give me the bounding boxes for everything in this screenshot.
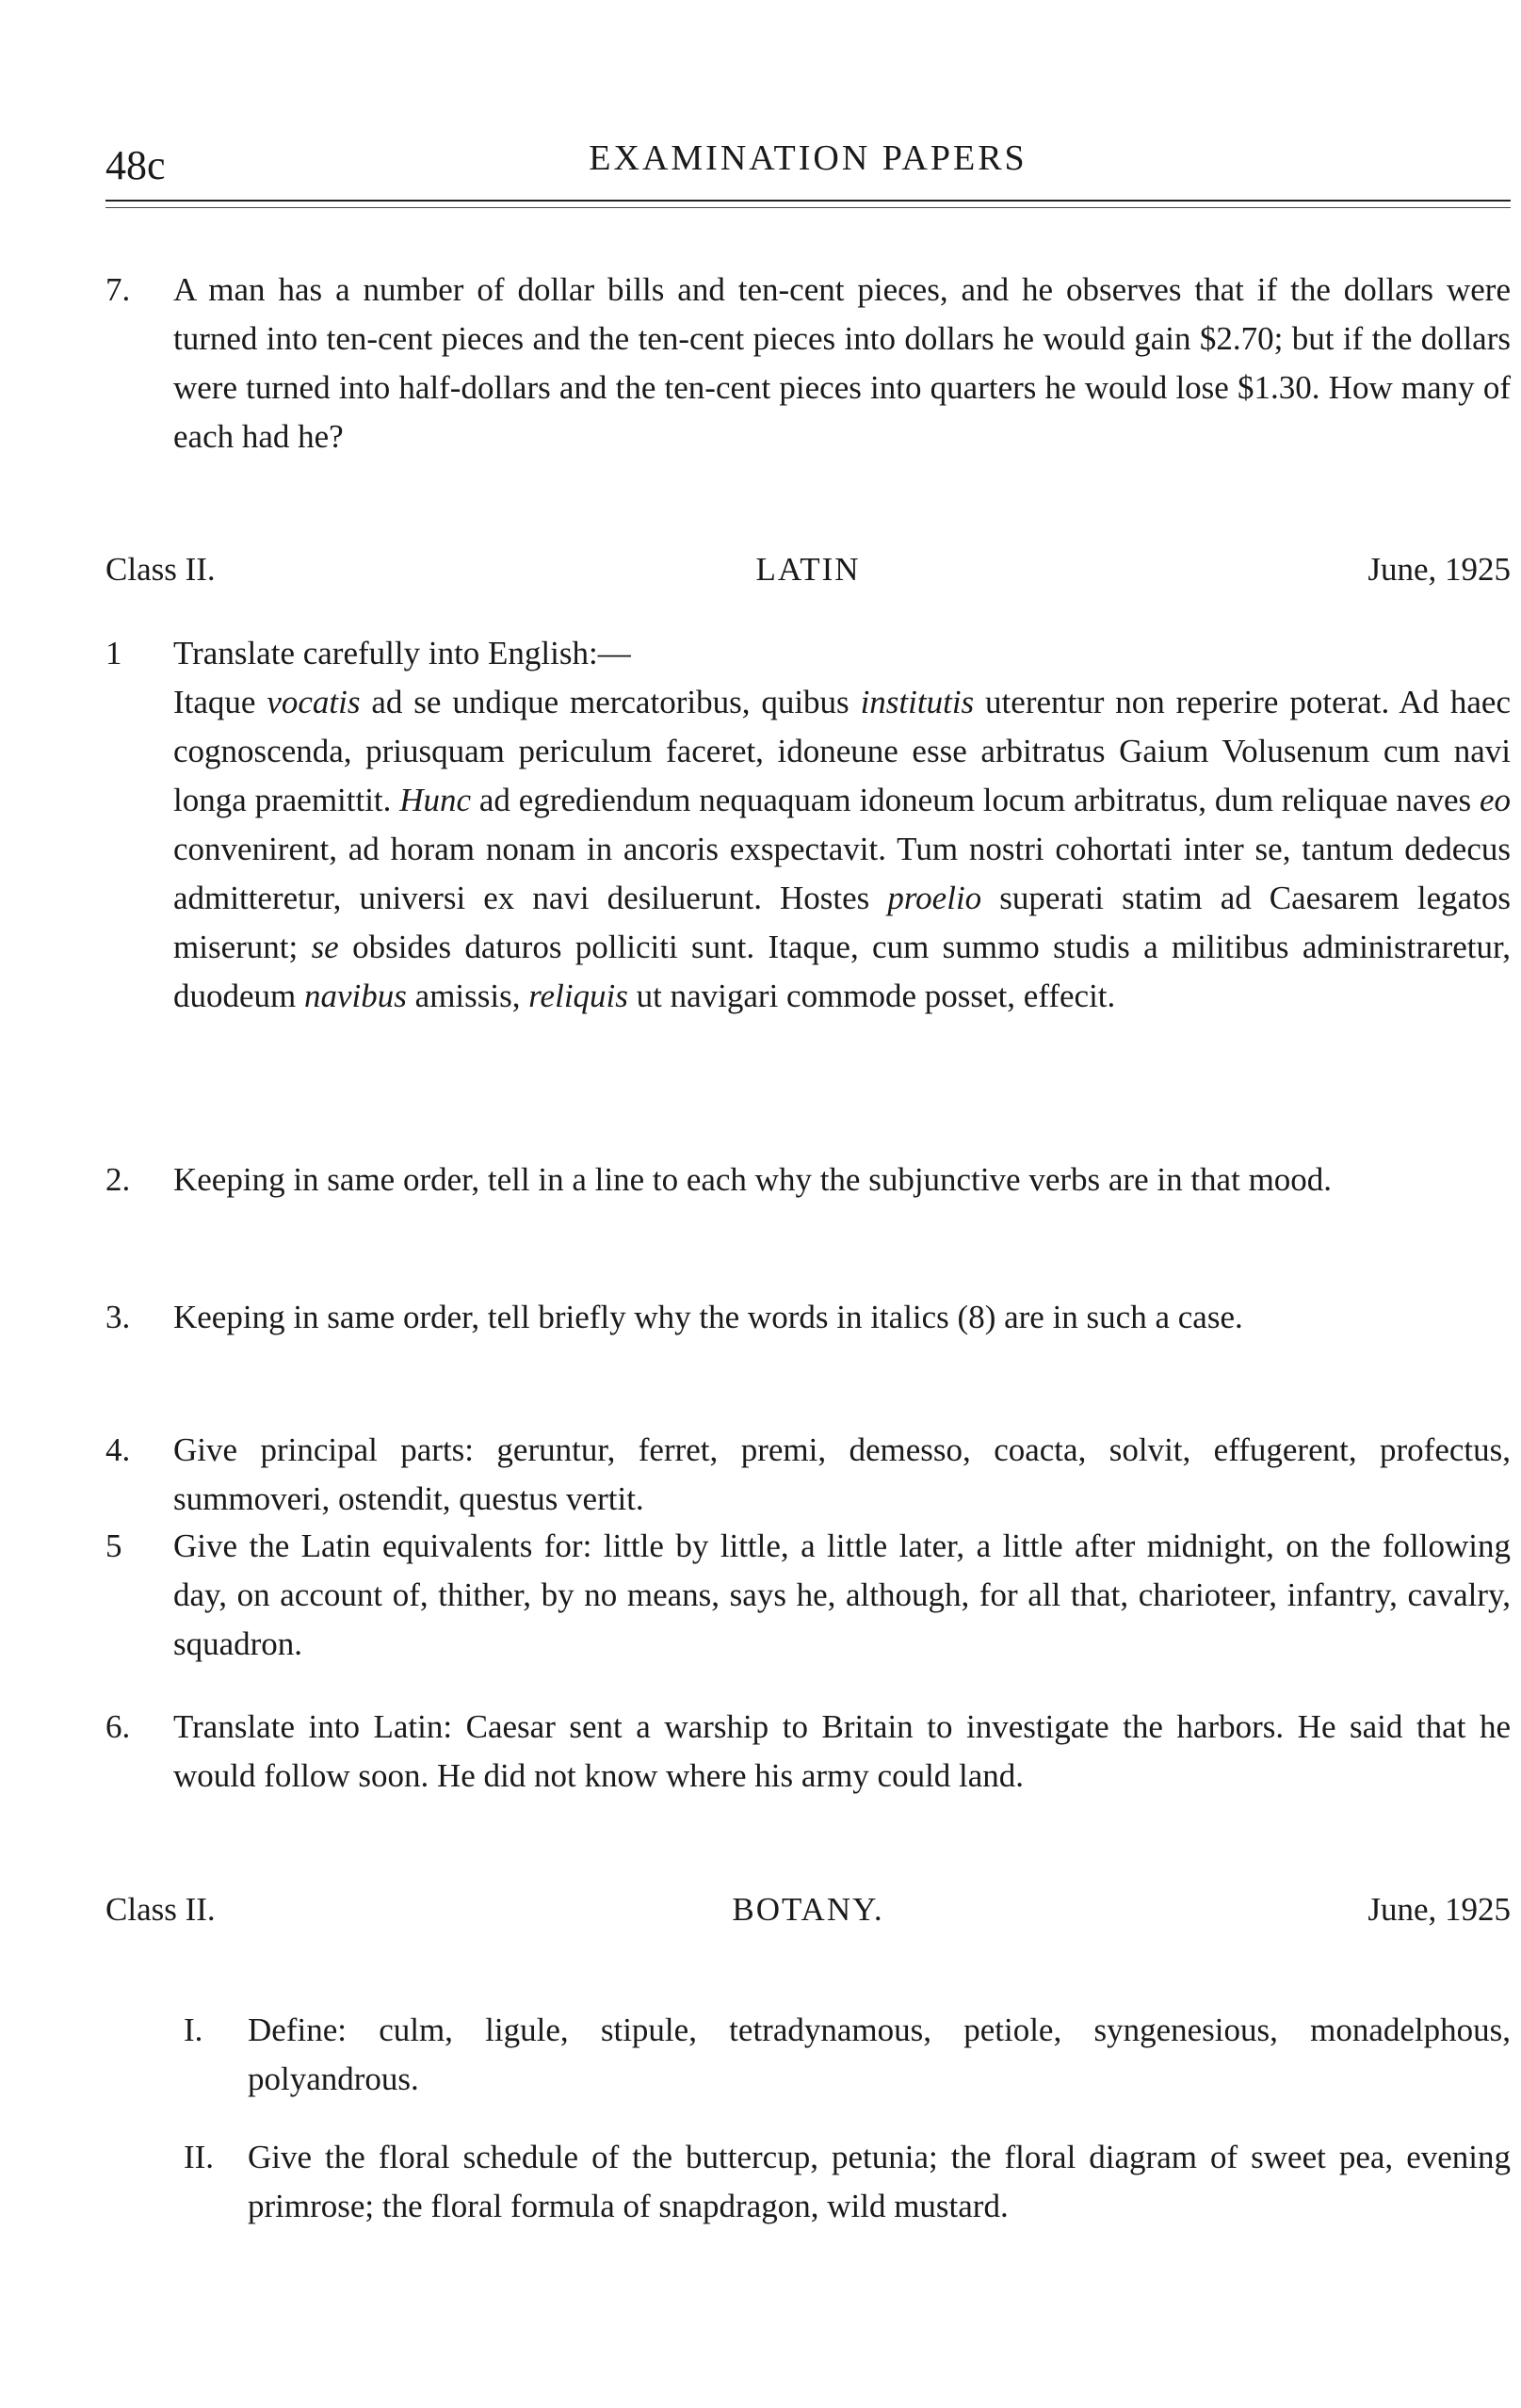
- question-number: 3.: [105, 1299, 131, 1335]
- question-text: Define: culm, ligule, stipule, tetradynamous, petiole, syngenesious, monadelphous, polyandrous.: [248, 2012, 1511, 2097]
- question-number: 4.: [105, 1431, 131, 1468]
- italic-word: navibus: [304, 978, 407, 1014]
- italic-word: se: [311, 929, 339, 965]
- class-label: Class II.: [105, 551, 216, 588]
- class-label: Class II.: [105, 1891, 216, 1928]
- question-text: Keeping in same order, tell in a line to each why the subjunctive verbs are in that mood.: [173, 1161, 1333, 1198]
- question-7: [105, 266, 1511, 461]
- question-text: Keeping in same order, tell briefly why the words in italics (8) are in such a case.: [173, 1299, 1243, 1335]
- running-title: EXAMINATION PAPERS: [589, 138, 1027, 178]
- latin-question-2: [105, 1156, 1511, 1204]
- question-number: 2.: [105, 1161, 131, 1198]
- italic-word: eo: [1479, 782, 1511, 818]
- botany-section-header: [105, 1891, 1511, 1940]
- italic-word: Hunc: [399, 782, 472, 818]
- question-number: I.: [184, 2012, 203, 2048]
- subject-title: LATIN: [755, 551, 861, 588]
- latin-question-4: [105, 1426, 1511, 1524]
- question-number: 1: [105, 635, 122, 671]
- header-rule: [105, 200, 1511, 202]
- question-text: A man has a number of dollar bills and ten-cent pieces, and he observes that if the dollars were turned into ten-cent pieces and the ten-cent pieces into dollars he would gain $2.70; but if the dollars were turned into half-dollars and the ten-cent pieces into quarters he would lose $1.30. How many of each had he?: [173, 271, 1511, 455]
- botany-question-I: [184, 2006, 1511, 2104]
- question-text: Give principal parts: geruntur, ferret, premi, demesso, coacta, solvit, effugerent, profectus, summoveri, ostendit, questus vertit.: [173, 1431, 1511, 1517]
- question-text: Give the Latin equivalents for: little by little, a little later, a little after midnight, on the following day, on account of, thither, by no means, says he, although, for all that, charioteer, infantry, cavalry, squadron.: [173, 1527, 1511, 1662]
- italic-word: institutis: [860, 684, 975, 720]
- question-number: 5: [105, 1527, 122, 1564]
- latin-question-6: [105, 1703, 1511, 1801]
- italic-word: vocatis: [267, 684, 361, 720]
- page-number: 48c: [105, 142, 166, 188]
- subject-title: BOTANY.: [732, 1891, 884, 1928]
- latin-question-3: [105, 1293, 1511, 1342]
- latin-passage: Itaque vocatis ad se undique mercatoribus, quibus institutis uterentur non reperire poterat. Ad haec cognoscenda, priusquam periculum faceret, idoneune esse arbitratus Gaium Volusenum cum navi longa praemittit. Hunc ad egrediendum nequaquam idoneum locum arbitratus, dum reliquae naves eo convenirent, ad horam nonam in ancoris exspectavit. Tum nostri cohortati inter se, tantum dedecus admitteretur, universi ex navi desiluerunt. Hostes proelio superati statim ad Caesarem legatos miserunt; se obsides daturos polliciti sunt. Itaque, cum summo studis a militibus administraretur, duodeum navibus amissis, reliquis ut navigari commode posset, effecit.: [173, 684, 1511, 1014]
- latin-section-header: [105, 551, 1511, 600]
- question-text: Give the floral schedule of the buttercup, petunia; the floral diagram of sweet pea, evening primrose; the floral formula of snapdragon, wild mustard.: [248, 2139, 1511, 2224]
- question-text: Translate into Latin: Caesar sent a warship to Britain to investigate the harbors. He said that he would follow soon. He did not know where his army could land.: [173, 1708, 1511, 1794]
- question-intro: Translate carefully into English:—: [173, 635, 631, 671]
- question-number: II.: [184, 2139, 215, 2175]
- page-header: [105, 132, 1511, 188]
- exam-date: June, 1925: [1367, 1891, 1511, 1928]
- italic-word: reliquis: [528, 978, 628, 1014]
- question-number: 6.: [105, 1708, 131, 1745]
- italic-word: proelio: [887, 880, 982, 916]
- exam-date: June, 1925: [1367, 551, 1511, 588]
- question-number: 7.: [105, 271, 131, 308]
- latin-question-1: [105, 629, 1511, 1021]
- header-rule-thin: [105, 207, 1511, 208]
- botany-question-II: [184, 2133, 1511, 2231]
- latin-question-5: [105, 1522, 1511, 1669]
